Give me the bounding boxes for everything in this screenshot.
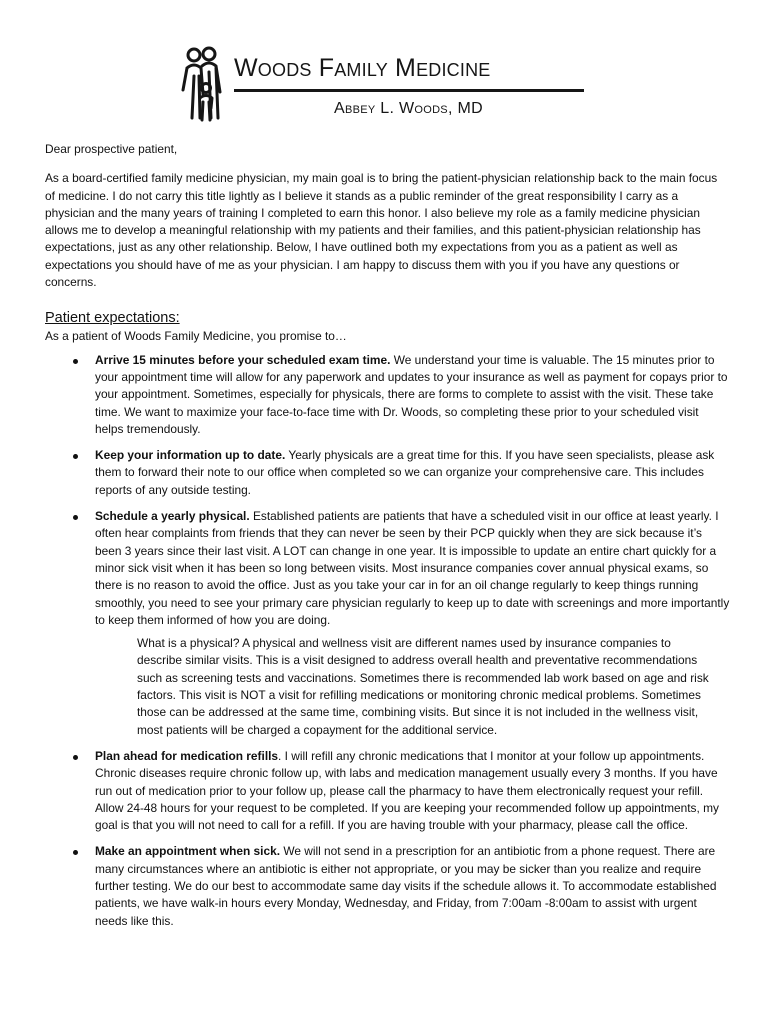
bullet-icon (73, 850, 78, 855)
doctor-name: Abbey L. Woods, MD (334, 100, 483, 117)
practice-name: Woods Family Medicine (234, 54, 491, 82)
family-figures-icon (178, 46, 228, 122)
bullet-icon (73, 359, 78, 364)
physical-note: What is a physical? A physical and wellness visit are different names used by insurance companies to describe similar visits. This is a visit designed to address overall health and preventative recommendations such as screening tests and vaccinations. Sometimes there is recommended lab work based on age and risk factors. This visit is NOT a visit for refilling medications or monitoring chronic medical problems. Sometimes those can be addressed at the same time, combining visits. But since it is not included in the wellness visit, most patients will be charged a copayment for the additional service. (137, 636, 709, 737)
list-item (45, 843, 730, 929)
list-item (45, 447, 730, 499)
bullet-text: We understand your time is valuable. The 15 minutes prior to your appointment time will allow for any paperwork and updates to your insurance as well as payment for copays prior to your appointment. Sometimes, especially for physicals, there are forms to complete to assist with the visit. These take time. We want to maximize your face-to-face time with Dr. Woods, so completing these prior to your scheduled visit helps tremendously. (95, 352, 728, 436)
bullet-icon (73, 515, 78, 520)
list-item (45, 508, 730, 739)
bullet-text: Yearly physicals are a great time for this. If you have seen specialists, please ask them to forward their note to our office when completed so we can organize your comprehensive care. This includes reports of any outside testing. (95, 448, 715, 497)
practice-logo (178, 46, 598, 126)
section-heading: Patient expectations: (45, 310, 180, 327)
bullet-title: Plan ahead for medication refills (95, 748, 279, 763)
expectations-list (45, 352, 730, 930)
bullet-title: Keep your information up to date. (95, 448, 286, 463)
bullet-title: Arrive 15 minutes before your scheduled exam time. (95, 352, 391, 367)
bullet-title: Schedule a yearly physical. (95, 509, 250, 524)
section-lead: As a patient of Woods Family Medicine, you promise to… (45, 329, 347, 344)
bullet-text: . I will refill any chronic medications that I monitor at your follow up appointments. Chronic diseases require chronic follow up, with labs and medication management usually every 3 months. If you have run out of medication prior to your follow up, please call the pharmacy to have them electronically request your refill. Allow 24-48 hours for your request to be completed. If you are keeping your recommended follow up appointments, my goal is that you will not need to call for a refill. If you are having trouble with your pharmacy, please call the office. (95, 748, 719, 833)
bullet-text: Established patients are patients that have a scheduled visit in our office at least yearly. I often hear complaints from friends that they can never be seen by their PCP quickly when they are sick because it’s been 3 years since their last visit. A LOT can change in one year. It is impossible to update an entire chart quickly for a minor sick visit when it has been so long between visits. Most insurance companies cover annual physical exams, so there is no reason to avoid the office. Just as you take your car in for an oil change regularly to keep things running smoothly, you need to see your primary care physician regularly to keep up to date with screenings and more importantly to keep them informed of how you are doing. (95, 509, 730, 627)
salutation: Dear prospective patient, (45, 142, 178, 156)
intro-paragraph: As a board-certified family medicine physician, my main goal is to bring the patient-physician relationship back to the main focus of medicine. I do not carry this title lightly as I believe it stands as a public reminder of the great responsibility I carry as a physician and the many years of training I completed to earn this honor. I also believe my role as a family medicine physician allows me to develop a meaningful relationship with my patients and their families, and this patient-physician relationship has expectations, just as any other relationship. Below, I have outlined both my expectations from you as a patient as well as expectations you should have of me as your physician. I am happy to discuss them with you if you have any questions or concerns. (45, 171, 718, 290)
list-item (45, 352, 730, 438)
logo-divider (234, 89, 584, 92)
bullet-text: We will not send in a prescription for an antibiotic from a phone request. There are many circumstances where an antibiotic is either not appropriate, or you may be sicker than you realize and require further testing. We do our best to accommodate same day visits if the schedule allows it. To accommodate established patients, we have walk-in hours every Monday, Wednesday, and Friday, from 7:00am -8:00am to assist with urgent needs like this. (95, 844, 717, 928)
letter-body (45, 141, 730, 939)
bullet-icon (73, 454, 78, 459)
list-item (45, 748, 730, 834)
bullet-icon (73, 755, 78, 760)
bullet-title: Make an appointment when sick. (95, 844, 281, 859)
